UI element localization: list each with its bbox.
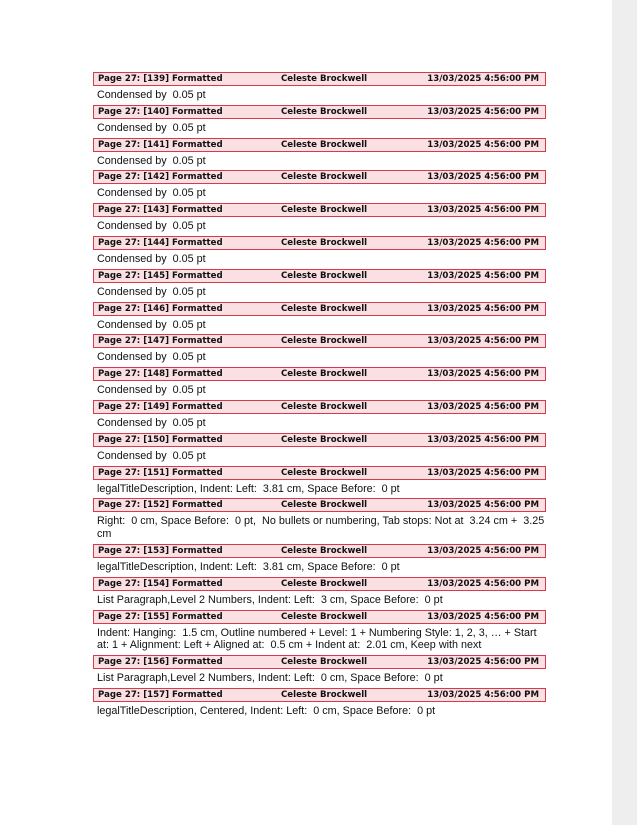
- change-entry: [93, 138, 546, 169]
- change-description: Condensed by 0.05 pt: [97, 351, 206, 364]
- change-entry: [93, 72, 546, 103]
- change-location: Page 27: [144] Formatted: [98, 237, 223, 248]
- change-location: Page 27: [141] Formatted: [98, 139, 223, 150]
- change-author: Celeste Brockwell: [281, 578, 368, 589]
- change-location: Page 27: [148] Formatted: [98, 369, 223, 380]
- change-entry: [93, 577, 546, 608]
- change-timestamp: 13/03/2025 4:56:00 PM: [427, 205, 539, 216]
- change-author: Celeste Brockwell: [281, 139, 368, 150]
- change-entry: [93, 203, 546, 234]
- change-location: Page 27: [147] Formatted: [98, 336, 223, 347]
- change-entry: [93, 400, 546, 431]
- change-description: legalTitleDescription, Centered, Indent: Left: 0 cm, Space Before: 0 pt: [97, 704, 436, 717]
- change-description: Condensed by 0.05 pt: [97, 318, 206, 331]
- change-header: [93, 433, 546, 447]
- change-entry: [93, 655, 546, 686]
- change-description: Condensed by 0.05 pt: [97, 285, 206, 298]
- change-header: [93, 688, 546, 702]
- change-description: List Paragraph,Level 2 Numbers, Indent: Left: 3 cm, Space Before: 0 pt: [97, 593, 443, 606]
- change-author: Celeste Brockwell: [281, 369, 368, 380]
- change-location: Page 27: [145] Formatted: [98, 270, 223, 281]
- change-location: Page 27: [139] Formatted: [98, 74, 223, 84]
- change-location: Page 27: [143] Formatted: [98, 205, 223, 216]
- change-timestamp: 13/03/2025 4:56:00 PM: [427, 303, 539, 314]
- change-entry: [93, 302, 546, 333]
- change-timestamp: 13/03/2025 4:56:00 PM: [427, 139, 539, 150]
- change-header: [93, 367, 546, 381]
- change-header: [93, 269, 546, 283]
- change-timestamp: 13/03/2025 4:56:00 PM: [427, 401, 539, 412]
- change-timestamp: 13/03/2025 4:56:00 PM: [427, 611, 539, 622]
- change-header: [93, 72, 546, 86]
- change-header: [93, 203, 546, 217]
- change-description: Condensed by 0.05 pt: [97, 154, 206, 167]
- change-author: Celeste Brockwell: [281, 270, 368, 281]
- change-location: Page 27: [151] Formatted: [98, 467, 223, 478]
- change-author: Celeste Brockwell: [281, 401, 368, 412]
- change-timestamp: 13/03/2025 4:56:00 PM: [427, 172, 539, 183]
- change-entry: [93, 688, 546, 719]
- change-author: Celeste Brockwell: [281, 237, 368, 248]
- change-author: Celeste Brockwell: [281, 106, 368, 117]
- change-description: Condensed by 0.05 pt: [97, 121, 206, 134]
- change-header: [93, 498, 546, 512]
- change-header: [93, 302, 546, 316]
- change-author: Celeste Brockwell: [281, 172, 368, 183]
- change-header: [93, 466, 546, 480]
- change-timestamp: 13/03/2025 4:56:00 PM: [427, 467, 539, 478]
- change-header: [93, 610, 546, 624]
- change-header: [93, 334, 546, 348]
- change-description: Condensed by 0.05 pt: [97, 89, 206, 101]
- change-timestamp: 13/03/2025 4:56:00 PM: [427, 578, 539, 589]
- change-location: Page 27: [157] Formatted: [98, 689, 223, 700]
- change-timestamp: 13/03/2025 4:56:00 PM: [427, 500, 539, 511]
- change-location: Page 27: [142] Formatted: [98, 172, 223, 183]
- change-description: Condensed by 0.05 pt: [97, 252, 206, 265]
- change-timestamp: 13/03/2025 4:56:00 PM: [427, 237, 539, 248]
- change-location: Page 27: [140] Formatted: [98, 106, 223, 117]
- change-entry: [93, 544, 546, 575]
- change-header: [93, 138, 546, 152]
- change-description: List Paragraph,Level 2 Numbers, Indent: Left: 0 cm, Space Before: 0 pt: [97, 672, 443, 685]
- change-location: Page 27: [153] Formatted: [98, 545, 223, 556]
- scrollbar-track[interactable]: [612, 0, 637, 825]
- change-description: Condensed by 0.05 pt: [97, 384, 206, 397]
- change-location: Page 27: [156] Formatted: [98, 657, 223, 668]
- change-entry: [93, 334, 546, 365]
- change-timestamp: 13/03/2025 4:56:00 PM: [427, 74, 539, 84]
- change-timestamp: 13/03/2025 4:56:00 PM: [427, 270, 539, 281]
- change-header: [93, 236, 546, 250]
- change-description: legalTitleDescription, Indent: Left: 3.81 cm, Space Before: 0 pt: [97, 482, 400, 495]
- change-entry: [93, 105, 546, 136]
- change-author: Celeste Brockwell: [281, 657, 368, 668]
- change-timestamp: 13/03/2025 4:56:00 PM: [427, 657, 539, 668]
- change-author: Celeste Brockwell: [281, 611, 368, 622]
- change-timestamp: 13/03/2025 4:56:00 PM: [427, 689, 539, 700]
- change-header: [93, 170, 546, 184]
- change-entry: [93, 236, 546, 267]
- change-description: Condensed by 0.05 pt: [97, 449, 206, 462]
- change-author: Celeste Brockwell: [281, 205, 368, 216]
- change-description: Condensed by 0.05 pt: [97, 220, 206, 233]
- change-location: Page 27: [154] Formatted: [98, 578, 223, 589]
- change-location: Page 27: [152] Formatted: [98, 500, 223, 511]
- change-description: Condensed by 0.05 pt: [97, 416, 206, 429]
- change-timestamp: 13/03/2025 4:56:00 PM: [427, 434, 539, 445]
- change-timestamp: 13/03/2025 4:56:00 PM: [427, 106, 539, 117]
- change-location: Page 27: [146] Formatted: [98, 303, 223, 314]
- change-author: Celeste Brockwell: [281, 467, 368, 478]
- change-entry: [93, 269, 546, 300]
- change-timestamp: 13/03/2025 4:56:00 PM: [427, 336, 539, 347]
- change-entry: [93, 433, 546, 464]
- change-entry: [93, 170, 546, 201]
- change-location: Page 27: [149] Formatted: [98, 401, 223, 412]
- change-header: [93, 655, 546, 669]
- change-location: Page 27: [155] Formatted: [98, 611, 223, 622]
- change-location: Page 27: [150] Formatted: [98, 434, 223, 445]
- change-header: [93, 544, 546, 558]
- change-description: legalTitleDescription, Indent: Left: 3.81 cm, Space Before: 0 pt: [97, 560, 400, 573]
- change-entry: [93, 367, 546, 398]
- change-entry: [93, 498, 546, 542]
- change-entry: [93, 610, 546, 654]
- change-timestamp: 13/03/2025 4:56:00 PM: [427, 369, 539, 380]
- change-description: Condensed by 0.05 pt: [97, 187, 206, 200]
- change-author: Celeste Brockwell: [281, 434, 368, 445]
- change-author: Celeste Brockwell: [281, 689, 368, 700]
- change-timestamp: 13/03/2025 4:56:00 PM: [427, 545, 539, 556]
- change-header: [93, 105, 546, 119]
- formatting-change-list: [93, 70, 546, 719]
- change-header: [93, 577, 546, 591]
- change-author: Celeste Brockwell: [281, 74, 368, 84]
- change-author: Celeste Brockwell: [281, 545, 368, 556]
- change-entry: [93, 466, 546, 497]
- change-description: Right: 0 cm, Space Before: 0 pt, No bullets or numbering, Tab stops: Not at 3.24 cm + 3.25 cm: [97, 515, 548, 541]
- change-author: Celeste Brockwell: [281, 500, 368, 511]
- change-description: Indent: Hanging: 1.5 cm, Outline numbered + Level: 1 + Numbering Style: 1, 2, 3, … + Start at: 1 + Alignment: Left + Aligned at: 0.5 cm + Indent at: 2.01 cm, Keep with next: [97, 626, 540, 652]
- change-author: Celeste Brockwell: [281, 336, 368, 347]
- change-header: [93, 400, 546, 414]
- change-author: Celeste Brockwell: [281, 303, 368, 314]
